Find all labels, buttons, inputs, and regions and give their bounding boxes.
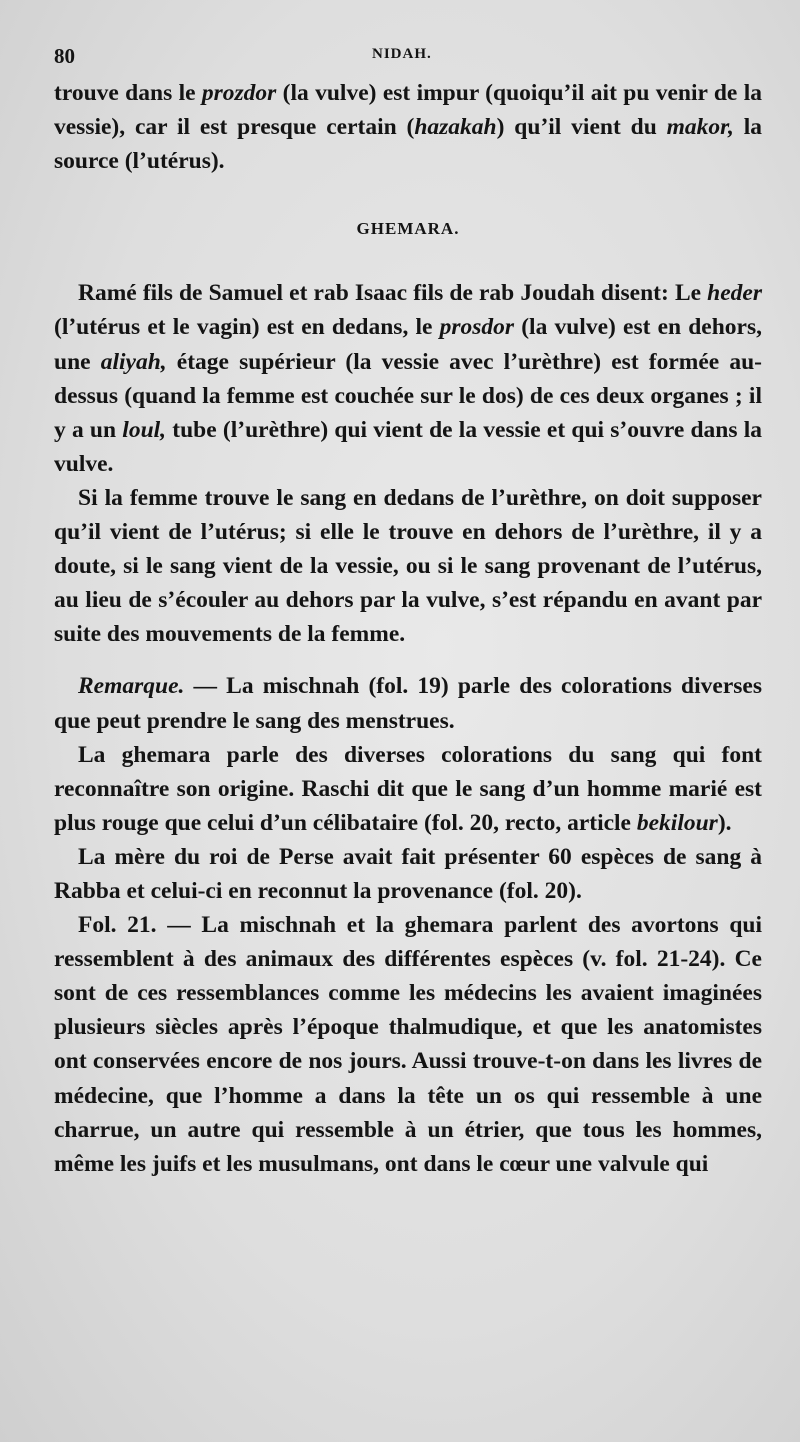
page-number: 80 [54,44,75,68]
text-run: étage supérieur (la vessie avec l’urèthre) est formée au-dessus (quand la femme est couchée sur le dos) de ces deux organes ; il y a un [54,348,762,443]
italic-term: aliyah, [100,348,167,375]
text-run: ) qu’il vient du [496,114,667,141]
paragraph-1 [54,276,762,481]
page-header [54,44,760,74]
text-run: ). [717,809,732,836]
paragraph-gap [54,651,762,669]
italic-term: bekilour [636,809,718,836]
text-run: (la vulve) est impur (quoiqu’il ait pu venir de la vessie), car il est presque certain ( [54,80,762,141]
paragraph-2: Si la femme trouve le sang en dedans de l’urèthre, on doit supposer qu’il vient de l’utérus; si elle le trouve en dehors de l’urèthre, il y a doute, si le sang vient de la vessie, ou si le sang provenant de l’utérus, au lieu de s’écouler au dehors par la vulve, s’est répandu en avant par suite des mouvements de la femme. [54,484,762,648]
italic-term: prosdor [439,314,515,341]
intro-paragraph [54,76,762,178]
paragraph-5: La mère du roi de Perse avait fait présenter 60 espèces de sang à Rabba et celui-ci en reconnut la provenance (fol. 20). [54,843,762,904]
section-heading: GHEMARA. [356,219,460,239]
text-run: — La mischnah (fol. 19) parle des colorations diverses que peut prendre le sang des menstrues. [54,673,762,734]
paragraph-3 [54,669,762,737]
text-run: tube (l’urèthre) qui vient de la vessie et qui s’ouvre dans la vulve. [54,416,762,477]
italic-term: prozdor [201,80,277,106]
text-run: Ramé fils de Samuel et rab Isaac fils de rab Joudah disent: Le [78,280,708,307]
paragraph-6: Fol. 21. — La mischnah et la ghemara parlent des avortons qui ressemblent à des animaux des différentes espèces (v. fol. 21-24). Ce sont de ces ressemblances comme les médecins les avaient imaginées plusieurs siècles après l’époque thalmudique, et que les anatomistes ont conservées encore de nos jours. Aussi trouve-t-on dans les livres de médecine, que l’homme a dans la tête un os qui ressemble à une charrue, un autre qui ressemble à un étrier, que tous les hommes, même les juifs et les musulmans, ont dans le cœur une valvule qui [54,912,762,1177]
text-run: La ghemara parle des diverses colorations du sang qui font reconnaître son origine. Raschi dit que le sang d’un homme marié est plus rouge que celui d’un célibataire (fol. 20, recto, article [54,741,762,836]
page-text [54,76,762,1181]
paragraph-4 [54,738,762,840]
text-run: (l’utérus et le vagin) est en dedans, le [54,314,440,341]
italic-term: heder [707,280,762,307]
italic-term: makor, [666,114,734,141]
text-run: trouve dans le [54,80,202,106]
running-head: NIDAH. [372,46,432,62]
text-run: la source (l’utérus). [54,114,762,175]
italic-term: loul, [122,416,167,443]
italic-term: Remarque. [78,673,185,700]
text-run: (la vulve) est en dehors, une [54,314,763,375]
italic-term: hazakah [414,114,497,141]
